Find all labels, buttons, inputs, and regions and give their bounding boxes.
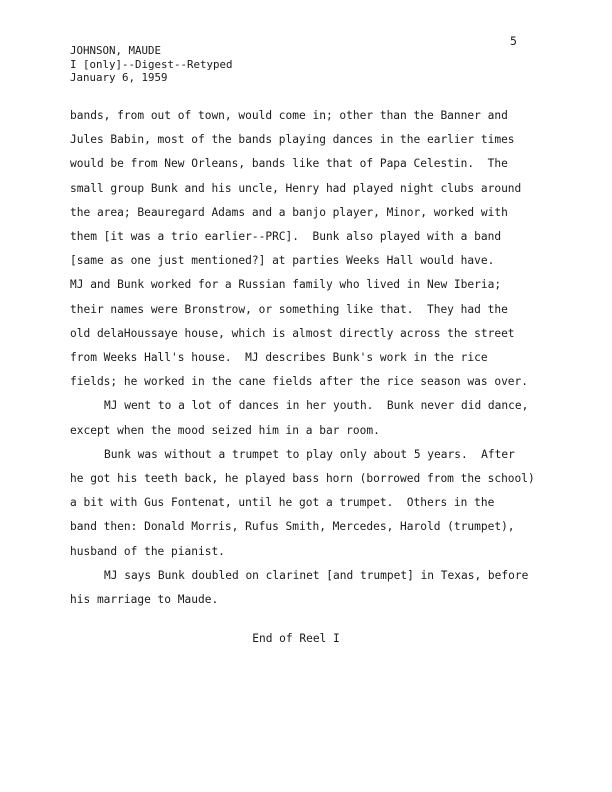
text-line: his marriage to Maude. (70, 593, 219, 607)
text-line: fields; he worked in the cane fields after the rice season was over. (70, 375, 529, 389)
paragraph-start-line: MJ went to a lot of dances in her youth. Bunk never did dance, (104, 399, 529, 413)
text-line: husband of the pianist. (70, 544, 225, 558)
document-header (70, 44, 233, 85)
text-line: small group Bunk and his uncle, Henry had played night clubs around (70, 181, 522, 195)
text-line: band then: Donald Morris, Rufus Smith, Mercedes, Harold (trumpet), (70, 520, 515, 534)
text-line: would be from New Orleans, bands like that of Papa Celestin. The (70, 157, 508, 171)
text-line: old delaHoussaye house, which is almost directly across the street (70, 326, 515, 340)
reel-description: I [only]--Digest--Retyped (70, 57, 233, 71)
end-of-reel-text: End of Reel I (252, 632, 340, 645)
interviewee-name: JOHNSON, MAUDE (70, 44, 162, 57)
text-line: their names were Bronstrow, or something like that. They had the (70, 302, 508, 316)
text-line: the area; Beauregard Adams and a banjo player, Minor, worked with (70, 205, 508, 219)
end-of-reel-note (0, 632, 612, 645)
transcript-body (70, 104, 562, 612)
text-line: them [it was a trio earlier--PRC]. Bunk also played with a band (70, 230, 502, 244)
text-line: MJ and Bunk worked for a Russian family who lived in New Iberia; (70, 278, 502, 292)
text-line: he got his teeth back, he played bass horn (borrowed from the school) (70, 472, 535, 486)
text-line: a bit with Gus Fontenat, until he got a trumpet. Others in the (70, 496, 495, 510)
text-line: bands, from out of town, would come in; other than the Banner and (70, 109, 508, 122)
text-line: [same as one just mentioned?] at parties Weeks Hall would have. (70, 254, 495, 268)
text-line: Jules Babin, most of the bands playing dances in the earlier times (70, 133, 515, 147)
text-line: except when the mood seized him in a bar room. (70, 423, 380, 437)
paragraph-start-line: MJ says Bunk doubled on clarinet [and trumpet] in Texas, before (104, 568, 529, 582)
text-line: from Weeks Hall's house. MJ describes Bunk's work in the rice (70, 351, 488, 365)
paragraph-start-line: Bunk was without a trumpet to play only about 5 years. After (104, 447, 515, 461)
page-number: 5 (510, 34, 517, 48)
interview-date: January 6, 1959 (70, 71, 168, 84)
